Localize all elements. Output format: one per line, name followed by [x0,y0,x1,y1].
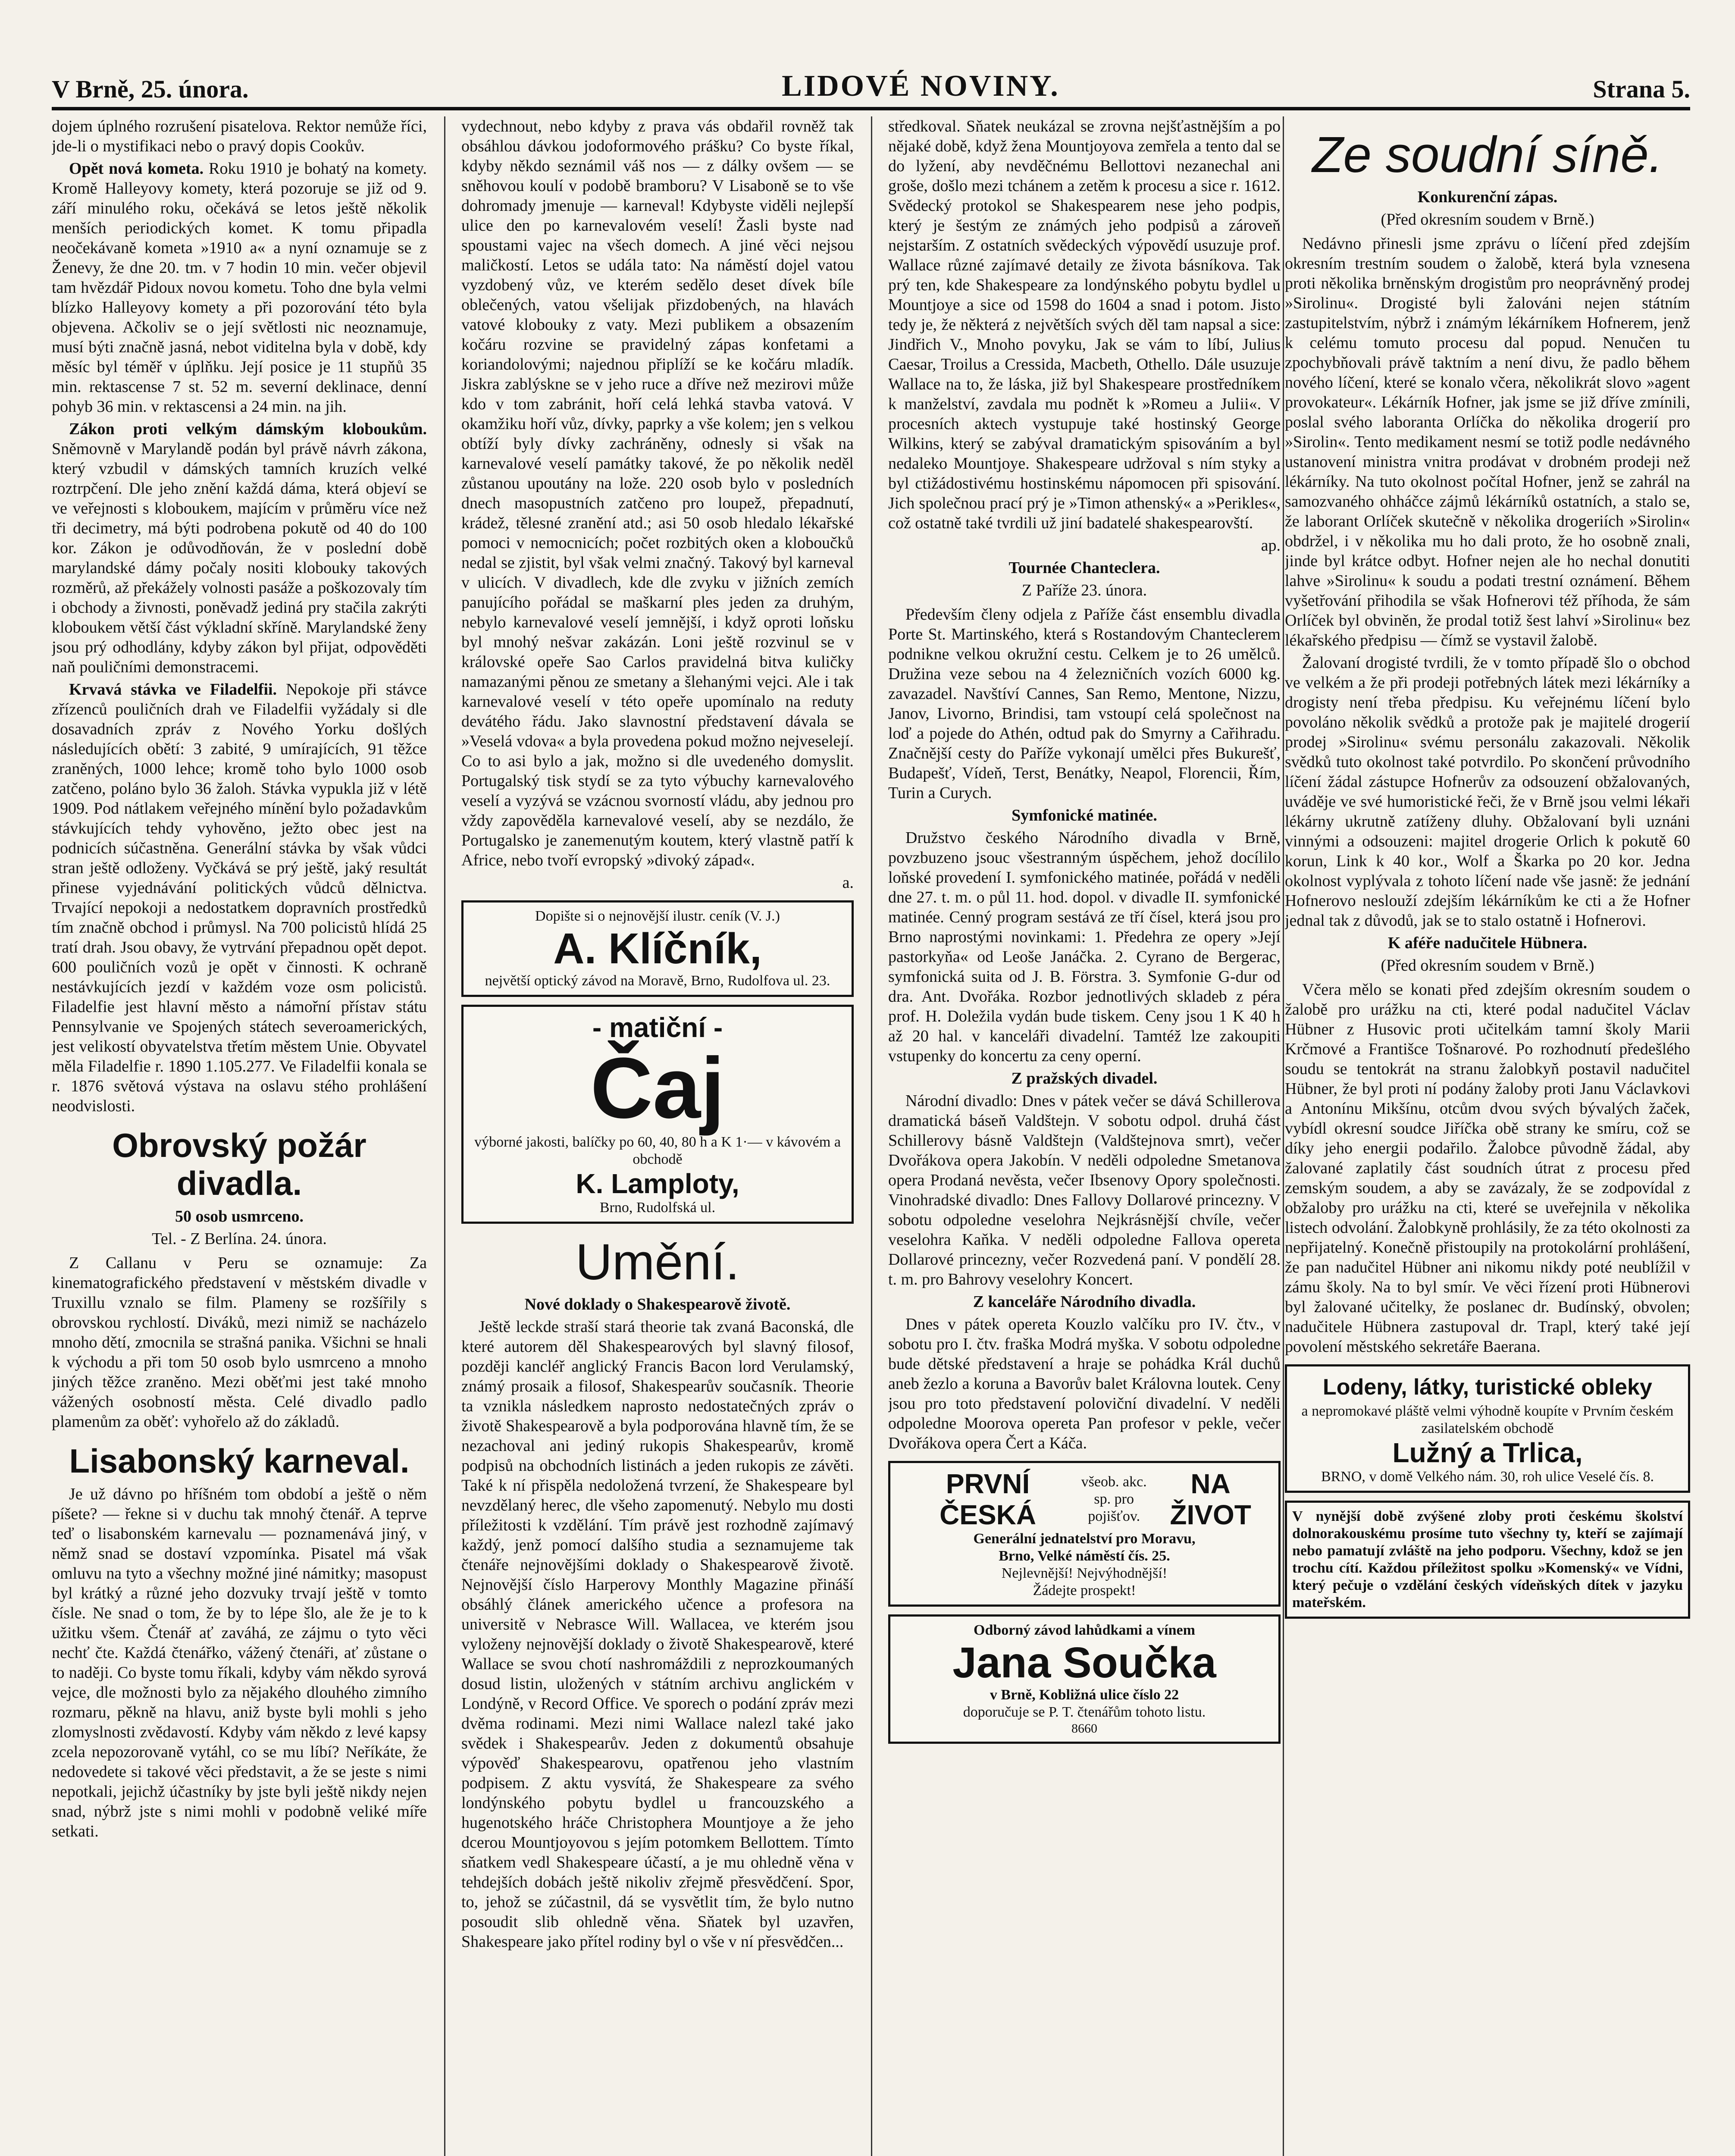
advertisement-insurance [888,1461,1281,1607]
matinee-headline: Symfonické matinée. [1012,806,1157,824]
hats-text: Sněmovně v Marylandě podán byl právě návrh zákona, který vzbudil v dámských tamních kruzích velké roztrpčení. Dle jeho znění každá dáma, která objeví se ve veřejnosti s kloboukem, majícím v průměru více než tři decimetry, má býti podrobena pokutě od 40 do 100 kor. Zákon je odůvodňován, že v poslední době marylandské dámy počaly nositi klobouky takových rozměrů, až překážely volnosti pasáže a poškozovaly tím i obchody a živnosti, poněvadž jediná pry stačila zakrýti kloboukem větší část výkladní skříně. Marylandské ženy jsou prý odhodlány, kdyby zákon byl přijat, odpověděti naň pouličními demonstracemi. [52,440,427,676]
ad-line: Generální jednatelství pro Moravu, [973,1531,1196,1547]
fire-dateline: Tel. - Z Berlína. 24. února. [152,1230,327,1248]
column-2 [461,116,854,2156]
signature: a. [842,874,854,892]
ad-line: BRNO, v domě Velkého nám. 30, roh ulice Veselé čís. 8. [1321,1469,1654,1485]
ad-name: Jana Součka [952,1639,1216,1687]
competition-text-2: Žalovaní drogisté tvrdili, že v tomto případě šlo o obchod ve velkém a že při prodeji potřebných látek mezi lékárníky a drogisty není třeba předpisu. Ku veřejnému líčení bylo povoláno několik svědků a protože pak je majitelé drogerií prodej »Sirolinu« svému personálu zakazovali. Několik svědků tuto okolnost také potvrdilo. Po skončení průvodního líčení žádal zástupce Hofnerův za odsouzení obžalovaných, uváděje ve své humoristické řeči, že v Brně jsou velmi lékaři lékárny ukrutně zatíženy dluhy. Obžalovaní byli uznáni vinnými a odsouzeni: majitel drogerie Orlich k pokutě 60 korun, Link k 40 kor., Wolf a Škarka po 20 kor. Jedna okolnost vyplývala z tohoto líčení nade vše jasně: že jednání Hofnerovo neslouží zdejším lékárníkům ke cti a že Hofner jednal tak z důvodů, jak se to stalo ostatně i Hofnerovi. [1285,654,1690,930]
office-text: Dnes v pátek opereta Kouzlo valčíku pro IV. čtv., v sobotu pro I. čtv. fraška Modrá myška. V sobotu odpoledne bude dětské představení a hraje se pohádka Král duchů aneb žezlo a koruna a Bavorův balet Královna loutek. Ceny jsou pro toto představení poloviční divadelní. V neděli odpoledne Moorova opereta Pan profesor v pekle, večer Dvořákova opera Čert a Káča. [888,1315,1281,1452]
hubner-text: Včera mělo se konati před zdejším okresním soudem o žalobě pro urážku na cti, které podal nadučitel Václav Hübner z Husovic proti učitelkám tamní školy Marii Krčmové a Františce Tošnarové. Po rozhodnutí předešlého soudu se tentokrát na stranu žalobkyň postavil nadučitel Hübner, že byl proti ní podány žaloby proti Janu Václavkovi a Antonínu Mikšínu, otcům dvou svých bývalých žaček, vybídl okresní soudce Jiříčka obě strany ke smíru, což se díky jeho energii podařilo. Žalobce původně žádal, aby žalované zaplatily část soudních útrat z procesu před zemským soudem, a aby se zavázaly, že se zodpovídal z obžaloby pro urážku na cti, které se uveřejnila v několika listech odvolání. Žalobkyně prohlásily, že za této okolnosti za nepřijatelný. Konečně přistoupily na protokolární prohlášení, že pan nadučitel Hübner ani nikomu nikdy poté neublížil v zámu školy. Na to byl smír. Ve věci řízení proti Hübnerovi byl žalované učitelky, že poslanec dr. Budínský, obvolen; nadučitele Hübnera zastupoval dr. Trapl, který také její povolení městského sekretáře Baerana. [1285,981,1690,1356]
ad-big-text: NA ŽIVOT [1170,1468,1251,1530]
ad-line: v Brně, Kobližná ulice číslo 22 [990,1687,1179,1703]
ad-line: Nejlevnější! Nejvýhodnější! [1001,1565,1168,1581]
ad-big-text: PRVNÍ ČESKÁ [940,1468,1037,1530]
ad-address: Brno, Rudolfská ul. [599,1200,716,1216]
advertisement-soucek [888,1614,1281,1744]
header-date: V Brně, 25. února. [52,75,249,103]
comet-title: Opět nová kometa. [69,160,204,178]
carnival-continued: vydechnout, nebo kdyby z prava vás obdařil rovněž tak obsáhlou dávkou jodoformového prášku? Co byste říkal, kdyby někdo seznámil váš nos — z dálky ovšem — se sněhovou koulí v podobě bramboru? V Lisaboně se to vše dohromady jmenuje — karneval! Kdybyste viděli nejlepší ulice den po karnevalovém veselí! Žasli byste nad spoustami vajec na všech domech. A jiné věci nejsou maličkostí. Letos se udála tato: Na náměstí dojel vatou vyzdobený vůz, ve kterém sedělo deset dívek bíle oblečených, vatou všelijak přizdobených, na hlavách vatové klobouky z vaty. Mezi publikem a obsazením kočáru rozvine se pravidelný zápas konfetami a koriandolovými; najednou připlíží se ke kočáru mladík. Jiskra zablýskne se v jeho ruce a dříve než mezirovi může kdo v tom zabránit, hoří celá lehká stavba vatová. V okamžiku hoří vůz, dívky, paprky a vše kolem; jen s velkou obtíží byly dívky zachráněny, odnesly si však na karnevalové veselí památky takové, že po několik neděl zůstanou upoutány na lože. 220 osob bylo v posledních dnech masopustních zatčeno pro loupež, přepadnutí, krádež, tělesné zranění atd.; asi 50 osob hledalo lékařské pomoci v nemocnicích; počet rozbitých oken a kloboučků nedal se zjistit, byl však velmi značný. Takový byl karneval v ulicích. V divadlech, kde dle zvyku v jižních zemích panujícího pořádal se maškarní ples jeden za druhým, nebylo karnevalové veselí jemnější, i když oproti loňsku byl mnohý nešvar zakázán. Loni ještě rozvinul se v královské opeře Sao Carlos pravidelná bitva kuličky namazanými pěnou ze smetany a šlehanými vejci. Ale i tak karnevalové veselí v této opeře upomínalo na reduty devátého řádu. Jako slavnostní představení dávala se »Veselá vdova« a byla provedena pokud možno nejveselejí. Co to asi bylo a jak, možno si dle uvedeného domyslit. Portugalský tisk stydí se za tyto výbuchy karnevalového veselí a vyzývá se vzácnou svorností vládu, aby jednou pro vždy zapověděla karnevalové veselí, aby se nezdálo, že Portugalsko je zanemenutým koutem, který vlastně patří k Africe, nebo tvoří evropský »divoký západ«. [461,117,854,869]
court-section-title: Ze soudní síně. [1312,126,1663,183]
ad-name: K. Lamploty, [576,1168,739,1199]
column-4 [1285,116,1690,2156]
hubner-headline: K aféře nadučitele Hübnera. [1387,934,1588,952]
strike-article [52,680,427,1116]
intro-paragraph: dojem úplného rozrušení pisatelova. Rektor nemůže říci, jde-li o mystifikaci nebo o pravý dopis Cookův. [52,117,427,155]
strike-title: Krvavá stávka ve Filadelfii. [69,680,277,699]
art-section-title: Umění. [575,1234,740,1291]
page-number: Strana 5. [1593,75,1690,103]
advertisement-lodeny [1285,1364,1690,1493]
hats-title: Zákon proti velkým dámským kloboukům. [69,420,427,438]
ad-line: Odborný závod lahůdkami a vínem [974,1622,1195,1638]
strike-text: Nepokoje při stávce zřízenců pouličních drah ve Filadelfii vyžádaly si dle dosavadních zpráv z Nového Yorku došlých následujících obětí: 3 zabité, 9 umírajících, 91 těžce zraněných, 1000 lehce; kromě toho bylo 1000 osob zatčeno, poláno bylo 36 žaloh. Stávka vypukla již v létě 1909. Pod nátlakem veřejného mínění bylo požadavkům stávkujících tehdy vyhověno, ježto obec jest na podnicích súčastněna. Generální stávka by však vůdci stran ještě odloženy. Vyčkává se prý ještě, jaký resultát přinese vyjednávání politických vůdců dělnictva. Trvající nepokoji a nedostatkem dopravních prostředků tím značně obchod i průmysl. Na 700 policistů hlídá 25 tratí drah. Jsou obavy, že vytrvání přepadnou opět depot. 600 pouličních vozů je opět v činnosti. K ochraně nestávkujících jezdí v každém voze osm policistů. Filadelfie jest hlavní město a námořní přístav státu Pennsylvanie ve Spojených státech severoamerických, jest velikostí obyvatelstva třetím městem Unie. Obyvatel měla Filadelfie r. 1890 1.105.277. Ve Filadelfii konala se r. 1876 světová výstava na oslavu stého prohlášení neodvislosti. [52,680,427,1115]
ad-line: Dopište si o nejnovější ilustr. ceník (V. J.) [535,908,780,924]
signature: ap. [1261,536,1281,555]
ad-line: Žádejte prospekt! [1033,1583,1136,1598]
advertisement-tea [461,1005,854,1224]
notice-text: V nynější době zvýšené zloby proti českému školství dolnorakouskému prosíme tuto všechny ty, kteří se zajímají nebo pamatují zvláště na jeho podporu. Všechny, kdož se jen trochu cítí. Každou příležitost spolku »Komenský« ve Vídni, který pečuje o vzdělání českých vídeňských dítek v jazyku mateřském. [1292,1508,1683,1611]
shakespeare-headline: Nové doklady o Shakespearově životě. [524,1295,791,1313]
ad-name: Lužný a Trlica, [1392,1437,1583,1468]
ad-name: A. Klíčník, [553,924,762,973]
hubner-subheadline: (Před okresním soudem v Brně.) [1381,956,1594,975]
ad-line: doporučuje se P. T. čtenářům tohoto listu. [963,1704,1206,1720]
notice-komensky [1285,1501,1690,1619]
prague-theatres-headline: Z pražských divadel. [1011,1069,1158,1087]
prague-theatres-text: Národní divadlo: Dnes v pátek večer se dává Schillerova dramatická báseň Valdštejn. V sobotu odpol. druhá část Schillerovy básně Valdštejn (Valdštejnova smrt), večer Dvořákova opera Jakobín. V neděli odpoledne Smetanova opera Prodaná nevěsta, večer Ibsenovy Opory společnosti. Vinohradské divadlo: Dnes Fallovy Dollarové princezny. V sobotu odpoledne veselohra Nejkrásnější chvíle, večer veselohra Kaňka. V neděli odpoledne Fallova opereta Dollarové princezny, večer Rozvedená paní. V pondělí 28. t. m. pro Bahrovy veselohry Koncert. [888,1092,1281,1288]
office-headline: Z kanceláře Národního divadla. [973,1293,1196,1311]
tournee-headline: Tournée Chanteclera. [1008,559,1160,577]
matinee-text: Družstvo českého Národního divadla v Brně, povzbuzeno jsouc všestranným úspěchem, jehož docílilo loňské provedení I. symfonického matinée, pořádá v neděli dne 27. t. m. o půl 11. hod. dopol. v divadle II. symfonické matinée. Cenný program sestává ze tří čísel, která jsou pro Brno naprostými novinkami: 1. Předehra ze opery »Její pastorkyňa« od Leoše Janáčka. 2. Cyrano de Bergerac, symfonická suita od J. B. Förstra. 3. Symfonie G-dur od dra. Ant. Dvořáka. Rozbor jednotlivých skladeb z péra prof. H. Doležila vydán bude tiskem. Ceny jsou 1 K 40 h až 20 hal. v kanceláři divadelní. Tamtéž lze zakoupiti vstupenky do koncertu za ceny operní. [888,829,1281,1065]
shakespeare-text: Ještě leckde straší stará theorie tak zvaná Baconská, dle které autorem děl Shakespearových byl slavný filosof, později kancléř anglický Francis Bacon lord Verulamský, známý prosaik a filosof, Shakespearův současník. Theorie ta vznikla následkem naprosto nedostatečných zpráv o životě Shakespearově a byla podporována hlavně tím, že se nezachoval ani jediný rukopis Shakespearův, kromě podpisů na obchodních listinách a jeden rukopis ze závěti. Také k ní přispěla nedoložená tvrzení, že Shakespeare byl nevzdělaný herec, dle všeho zapomenutý. Nebylo mu dosti příležitosti k vzdělání. Tím právě jest rozhodně zajímavý každý, jenž pomocí dalšího studia a seznamujeme tak čtenáře nejnovějšími doklady o Shakespearově životě. Nejnovější číslo Harperovy Monthly Magazine přináší obsáhlý článek amerického učence a profesora na universitě v Nebrasce Will. Wallacea, ve kterém jsou vyloženy nejnovější doklady o životě Shakespearově, které Wallace se svou chotí nashromáždili z neprozkoumaných dosud listin, uložených v státním archivu anglickém v Londýně, v Record Office. Ve sporech o podání zpráv mezi dvěma rodinami. Mezi nimi Wallace nalezl také jako svědek i Shakespearův. Jeden z dokumentů obsahuje výpověď Shakespearovu, opatřenou jeho vlastním podpisem. Z aktu vysvítá, že Shakespeare za svého londýnského pobytu bydlel u francouzského a hugenotského hráče Christophera Mountjoye a že jeho dcerou Mountjoyovou s jejím potomkem Bellottem. Tímto sňatkem vedl Shakespeare účastí, a je mu ohledně věna v tehdejších dobách ještě nikoliv zřejmě přesvědčení. Spor, to, jehož se zúčastnil, dá se vysvětlit tím, že bylo nutno posoudit slib ohledně věna. Sňatek byl uzavřen, Shakespeare jako přítel rodiny byl o vše v ní přesvědčen... [461,1318,854,1951]
carnival-text: Je už dávno po hříšném tom období a ještě o něm píšete? — řekne si v duchu tak mnohý čtenář. A teprve teď o lisabonském karnevalu — poznamenává jiný, v němž snad se dostaví vzpomínka. Pisatel má však omluvu na tyto a všechny možné jiné námitky; masopust byl krátký a různé jeho dozvuky trvají ještě v tomto čísle. Ne snad o tom, že by to lépe šlo, ale že je to k užitku všem. Čtenář ať zaváhá, ze zájmu o tyto věci nechť čte. Každá čtenářko, vážený čtenáři, ať zůstane o to naději. Co byste tomu říkali, kdyby vám někdo syrová vejce, dle možnosti bylo za nějakého dlouhého zimního rozmaru, pěkně na hlavu, aniž byste byli mohli s jeho zlomyslnosti zvědavostí. Kdyby vám někdo z levé kapsy zcela nepozorovaně vytáhl, co se mu líbí? Neříkáte, že nedovedete si takové věci představit, a že se jeste s nimi nepotkali, jejichž účastníky by jste byli ještě nikdy nejen snad, nýbrž jste s nimi mohli v podobně veliké míře setkati. [52,1485,427,1840]
comet-article [52,159,427,417]
column-1 [52,116,427,2156]
column-divider [871,116,872,2156]
newspaper-title: LIDOVÉ NOVINY. [782,69,1060,103]
ad-line: a nepromokavé pláště velmi výhodně koupíte v Prvním českém zasilatelském obchodě [1301,1403,1674,1436]
ad-line: výborné jakosti, balíčky po 60, 40, 80 h a K 1·— v kávovém a obchodě [474,1134,841,1167]
competition-text: Nedávno přinesli jsme zprávu o líčení před zdejším okresním trestním soudem o žalobě, která byla vznesena proti několika brněnským drogistům pro neoprávněný prodej »Sirolinu«. Drogisté byli žalováni nejen státním zastupitelstvím, nýbrž i známým lékárníkem Hofnerem, jenž k celému tomuto procesu dal popud. Nenučen tu zpochybňovali právě taktním a není divu, že padlo během nového líčení, které se konalo včera, několikrát slovo »agent provokateur«. Lékárník Hofner, jak jsme se již dříve zmínili, poslal svého laboranta Orlíčka do několika drogerií pro »Sirolin«. Tento medikament nesmí se totiž podle nedávného ustanovení ministra vnitra prodávat v drobném prodeji než lékárníky. Na tuto okolnost počítal Hofner, jenž se zahrál na samozvaného ohháčce zájmů lékárníků ostatních, a stalo se, že laborant Orlíček skutečně v několika drogeriích »Sirolin« obdržel, i v několika mu ho dali proto, že ho osobně znali, jinde byl krátce odbyt. Hofner nejen ale ho nechal donutiti lahve »Sirolinu« k soudu a podati trestní oznámení. Během vyšetřování přihodila se však Hofnerovi též příhoda, že sám Orlíček byl obviněn, že prodal totiž šest lahví »Sirolinu« bez lékařského předpisu — čímž se vystavil žalobě. [1285,235,1690,649]
competition-headline: Konkurenční zápas. [1417,188,1558,206]
ad-tagline: - matiční - [592,1012,723,1043]
shakespeare-continued: středkoval. Sňatek neukázal se zrovna nejšťastnějším a po nějaké době, když žena Mountjoyova zemřela a tento dal se do lyžení, aby nevděčnému Bellottovi nezanechal ani groše, došlo mezi tchánem a zetěm k procesu a sice r. 1612. Svědecký protokol se Shakespearem nese jeho podpis, který je šestým ze známých jeho podpisů a zároveň nejstarším. Z ostatních svědeckých výpovědí usuzuje prof. Wallace různé zajímavé detaily ze života básníkova. Tak prý ten, kde Shakespeare za londýnského pobytu bydlel u Mountjoye a sice od 1598 do 1604 a snad i potom. Jisto tedy je, že některá z největších svých děl tam napsal a sice: Jindřich V., Mnoho povyku, Jak se vám to líbí, Julius Caesar, Troilus a Cressida, Macbeth, Othello. Dále usuzuje Wallace na to, že láska, již byl Shakespeare prostředníkem k manželství, zavdala mu podnět k »Romeu a Julii«. V procesních aktech vystupuje také hostinský George Wilkins, který se zabýval dramatickým spisováním a byl nedaleko Mountjoye. Shakespeare udržoval s ním styky a byl ctižádostivému hostinskému nápomocen při spisování. Jich společnou prací prý je »Timon athenský« a »Perikles«, což ostatně také tvrdili už jiní badatelé shakespearovští. [888,117,1281,532]
tournee-text: Především členy odjela z Paříže část ensemblu divadla Porte St. Martinského, která s Rostandovým Chanteclerem podnikne velkou okružní cestu. Celkem je to 26 umělců. Družina veze sebou na 4 železničních vozích 6000 kg. zavazadel. Navštíví Cannes, San Remo, Mentone, Nizzu, Janov, Livorno, Brindisi, tam vstoupí celá společnost na loď a pojede do Athén, odtud pak do Smyrny a Cařihradu. Značnější cesty do Paříže vykonají umělci přes Bukurešť, Budapešť, Vídeň, Terst, Benátky, Neapol, Florencii, Řím, Turin a Curych. [888,605,1281,802]
competition-subheadline: (Před okresním soudem v Brně.) [1381,210,1594,229]
hats-article [52,419,427,677]
ad-tea-word: Čaj [590,1040,725,1136]
page-header [52,65,1690,110]
fire-subheadline: 50 osob usmrceno. [175,1207,304,1225]
ad-big-text: Lodeny, látky, turistické obleky [1323,1375,1652,1400]
fire-headline: Obrovský požár divadla. [112,1126,366,1202]
tournee-dateline: Z Paříže 23. února. [1021,581,1147,599]
ad-line: Brno, Velké náměstí čís. 25. [999,1548,1170,1564]
comet-text: Roku 1910 je bohatý na komety. Kromě Halleyovy komety, která pozoruje se již od 9. září minulého roku, očekává se letos ještě několik menších periodických komet. K tomu připadla neočekávaně kometa »1910 a« a nyní oznamuje se z Ženevy, že dne 20. tm. v 7 hodin 10 min. večer objevil tam hvězdář Pidoux novou kometu. Toho dne byla velmi blízko Halleyovy komety a při pozorování této byla objevena. Ačkoliv se o její světlosti nic neoznamuje, musí býti značně jasná, nebot viditelna byla v době, kdy měsíc byl téměř v úplňku. Její posice je 11 stupňů 35 min. rektascense 7 st. 52 m. severní deklinace, denní pohyb 36 min. v rektascensi a 24 min. na jih. [52,160,427,416]
fire-text: Z Callanu v Peru se oznamuje: Za kinematografického představení v městském divadle v Truxillu vznalo se film. Plameny se rozšířily s obrovskou rychlostí. Diváků, mezi nimiž se nacházelo mnoho dětí, zmocnila se strašná panika. Všichni se hnali k východu a při tom 50 osob bylo usmrceno a mnoho jiných těžce zraněno. Mezi oběťmi jest také mnoho vážených osobností města. Celé divadlo padlo plamenům za oběť: vyhořelo až do základů. [52,1254,427,1431]
ad-small-text: všeob. akc. sp. pro pojišťov. [1081,1474,1147,1524]
ad-line: největší optický závod na Moravě, Brno, Rudolfova ul. 23. [485,973,830,989]
ad-number: 8660 [1071,1721,1097,1736]
column-3 [888,116,1281,2156]
column-divider [444,116,445,2156]
column-divider [1283,116,1284,2156]
advertisement-klicnik [461,900,854,997]
carnival-headline: Lisabonský karneval. [69,1442,410,1480]
